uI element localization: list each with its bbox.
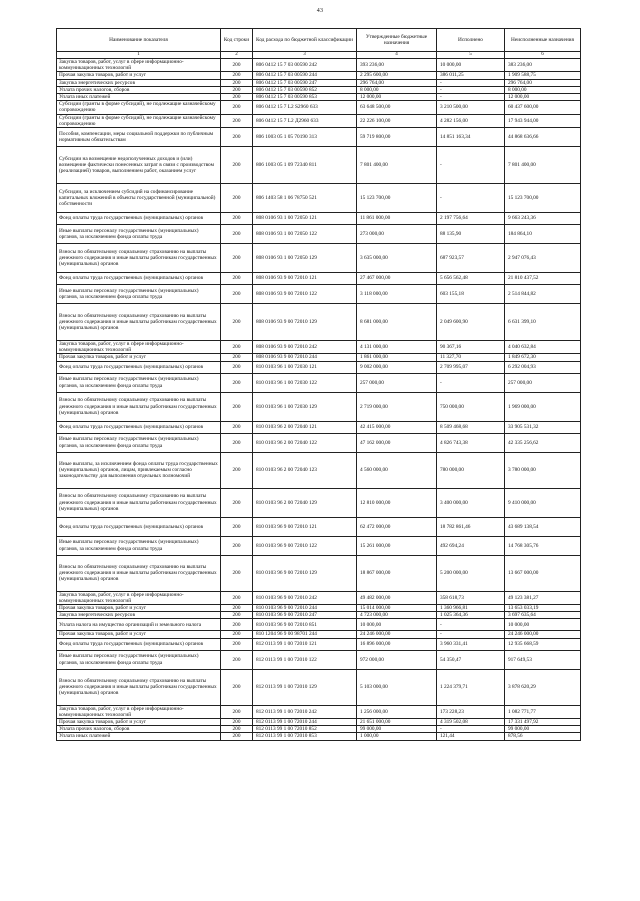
line-code-cell: 200 bbox=[221, 433, 253, 452]
table-row bbox=[57, 128, 581, 147]
indicator-name-cell: Субсидии (гранты в форме субсидий), не подлежащие казначейскому сопровождению bbox=[57, 114, 221, 127]
budget-code-cell: 810 0103 96 2 00 72040 122 bbox=[253, 433, 357, 452]
remaining-cell: 184 864,10 bbox=[505, 225, 581, 244]
remaining-cell: 4 040 632,84 bbox=[505, 341, 581, 354]
approved-cell: 273 000,00 bbox=[357, 225, 437, 244]
table-row bbox=[57, 101, 581, 114]
executed-cell: 687 923,57 bbox=[437, 244, 505, 273]
approved-cell: 63 648 500,00 bbox=[357, 101, 437, 114]
approved-cell: 22 226 100,00 bbox=[357, 114, 437, 127]
indicator-name-cell: Фонд оплаты труда государственных (муниципальных) органов bbox=[57, 273, 221, 285]
budget-code-cell: 812 0113 99 1 00 72010 852 bbox=[253, 726, 357, 733]
indicator-name-cell: Взносы по обязательному социальному страхованию на выплаты денежного содержания и иные выплаты работникам государственных (муниципальных) органов bbox=[57, 669, 221, 705]
line-code-cell: 200 bbox=[221, 612, 253, 619]
executed-cell: 780 000,00 bbox=[437, 452, 505, 488]
budget-code-cell: 810 0103 96 9 00 72010 851 bbox=[253, 619, 357, 631]
budget-code-cell: 810 0103 96 9 00 72010 247 bbox=[253, 612, 357, 619]
table-row bbox=[57, 86, 581, 93]
remaining-cell: 6 631 399,10 bbox=[505, 304, 581, 341]
remaining-cell: 1 082 771,77 bbox=[505, 705, 581, 718]
line-code-cell: 200 bbox=[221, 147, 253, 184]
remaining-cell: 49 123 381,27 bbox=[505, 591, 581, 604]
budget-code-cell: 810 0103 96 9 00 72010 242 bbox=[253, 591, 357, 604]
line-code-cell: 200 bbox=[221, 555, 253, 591]
column-index: 4 bbox=[357, 52, 437, 59]
executed-cell: - bbox=[437, 79, 505, 86]
executed-cell: 5 656 562,48 bbox=[437, 273, 505, 285]
line-code-cell: 200 bbox=[221, 591, 253, 604]
column-index: 5 bbox=[437, 52, 505, 59]
budget-code-cell: 812 0113 99 1 00 72010 129 bbox=[253, 669, 357, 705]
executed-cell: - bbox=[437, 147, 505, 184]
indicator-name-cell: Иные выплаты персоналу государственных (муниципальных) органов, за исключением фонда оплаты труда bbox=[57, 285, 221, 304]
approved-cell: 296 764,00 bbox=[357, 79, 437, 86]
executed-cell: 3 960 331,41 bbox=[437, 638, 505, 650]
budget-code-cell: 806 0412 15 7 03 00590 242 bbox=[253, 59, 357, 72]
remaining-cell: 2 514 844,82 bbox=[505, 285, 581, 304]
budget-code-cell: 810 1204 96 9 00 98701 244 bbox=[253, 631, 357, 638]
budget-code-cell: 810 0103 96 9 00 72010 122 bbox=[253, 536, 357, 555]
indicator-name-cell: Фонд оплаты труда государственных (муниципальных) органов bbox=[57, 421, 221, 433]
executed-cell: 173 228,23 bbox=[437, 705, 505, 718]
executed-cell: 2 709 995,07 bbox=[437, 361, 505, 373]
budget-code-cell: 810 0103 96 1 00 72030 121 bbox=[253, 361, 357, 373]
table-row bbox=[57, 669, 581, 705]
budget-code-cell: 812 0113 99 1 00 72010 242 bbox=[253, 705, 357, 718]
remaining-cell: 33 905 531,32 bbox=[505, 421, 581, 433]
line-code-cell: 200 bbox=[221, 114, 253, 127]
line-code-cell: 200 bbox=[221, 669, 253, 705]
approved-cell: 47 162 000,00 bbox=[357, 433, 437, 452]
remaining-cell: 3 780 000,00 bbox=[505, 452, 581, 488]
budget-code-cell: 808 0106 93 9 00 72010 122 bbox=[253, 285, 357, 304]
line-code-cell: 200 bbox=[221, 361, 253, 373]
approved-cell: 8 000,00 bbox=[357, 86, 437, 93]
executed-cell: 2 197 756,64 bbox=[437, 213, 505, 225]
line-code-cell: 200 bbox=[221, 184, 253, 213]
remaining-cell: 12 935 668,59 bbox=[505, 638, 581, 650]
budget-code-cell: 806 0412 15 7 03 00590 247 bbox=[253, 79, 357, 86]
remaining-cell: 383 236,00 bbox=[505, 59, 581, 72]
indicator-name-cell: Прочая закупка товаров, работ и услуг bbox=[57, 719, 221, 726]
line-code-cell: 200 bbox=[221, 726, 253, 733]
indicator-name-cell: Фонд оплаты труда государственных (муниципальных) органов bbox=[57, 213, 221, 225]
line-code-cell: 200 bbox=[221, 128, 253, 147]
executed-cell: - bbox=[437, 726, 505, 733]
budget-code-cell: 810 0103 96 9 00 72010 129 bbox=[253, 555, 357, 591]
line-code-cell: 200 bbox=[221, 225, 253, 244]
indicator-name-cell: Иные выплаты, за исключением фонда оплаты труда государственных (муниципальных) органов, лицам, привлекаемым согласно законодательству для выполнения отдельных полномочий bbox=[57, 452, 221, 488]
executed-cell: 750 000,00 bbox=[437, 392, 505, 421]
header-remaining: Неисполненные назначения bbox=[505, 29, 581, 52]
table-row bbox=[57, 273, 581, 285]
indicator-name-cell: Закупка товаров, работ, услуг в сфере информационно-коммуникационных технологий bbox=[57, 59, 221, 72]
remaining-cell: 1 849 672,30 bbox=[505, 354, 581, 361]
indicator-name-cell: Фонд оплаты труда государственных (муниципальных) органов bbox=[57, 638, 221, 650]
line-code-cell: 200 bbox=[221, 101, 253, 114]
approved-cell: 1 256 000,00 bbox=[357, 705, 437, 718]
indicator-name-cell: Прочая закупка товаров, работ и услуг bbox=[57, 354, 221, 361]
remaining-cell: 13 653 033,19 bbox=[505, 605, 581, 612]
budget-execution-table bbox=[56, 28, 581, 741]
line-code-cell: 200 bbox=[221, 719, 253, 726]
header-approved: Утвержденные бюджетные назначения bbox=[357, 29, 437, 52]
indicator-name-cell: Взносы по обязательному социальному страхованию на выплаты денежного содержания и иные выплаты работникам государственных (муниципальных) органов bbox=[57, 555, 221, 591]
budget-code-cell: 812 0113 99 1 00 72010 853 bbox=[253, 733, 357, 740]
table-row bbox=[57, 631, 581, 638]
remaining-cell: 1 909 588,75 bbox=[505, 72, 581, 79]
executed-cell: 492 694,24 bbox=[437, 536, 505, 555]
indicator-name-cell: Уплата прочих налогов, сборов bbox=[57, 726, 221, 733]
approved-cell: 972 000,00 bbox=[357, 650, 437, 669]
remaining-cell: 257 000,00 bbox=[505, 373, 581, 392]
approved-cell: 257 000,00 bbox=[357, 373, 437, 392]
budget-code-cell: 808 0106 93 9 00 72010 129 bbox=[253, 304, 357, 341]
executed-cell: 14 851 163,34 bbox=[437, 128, 505, 147]
approved-cell: 3 635 000,00 bbox=[357, 244, 437, 273]
line-code-cell: 200 bbox=[221, 79, 253, 86]
remaining-cell: 21 810 437,52 bbox=[505, 273, 581, 285]
indicator-name-cell: Уплата иных платежей bbox=[57, 733, 221, 740]
budget-code-cell: 806 0412 15 7 03 00590 852 bbox=[253, 86, 357, 93]
indicator-name-cell: Иные выплаты персоналу государственных (муниципальных) органов, за исключением фонда оплаты труда bbox=[57, 225, 221, 244]
executed-cell: 4 319 502,08 bbox=[437, 719, 505, 726]
table-row bbox=[57, 392, 581, 421]
remaining-cell: 42 335 256,62 bbox=[505, 433, 581, 452]
indicator-name-cell: Взносы по обязательному социальному страхованию на выплаты денежного содержания и иные выплаты работникам государственных (муниципальных) органов bbox=[57, 244, 221, 273]
line-code-cell: 200 bbox=[221, 452, 253, 488]
budget-code-cell: 806 0412 15 7 L2 S2960 633 bbox=[253, 101, 357, 114]
budget-code-cell: 810 0103 96 2 00 72040 123 bbox=[253, 452, 357, 488]
approved-cell: 12 000,00 bbox=[357, 94, 437, 101]
approved-cell: 27 467 000,00 bbox=[357, 273, 437, 285]
line-code-cell: 200 bbox=[221, 488, 253, 517]
approved-cell: 18 867 000,00 bbox=[357, 555, 437, 591]
budget-code-cell: 806 1403 58 1 06 78750 521 bbox=[253, 184, 357, 213]
line-code-cell: 200 bbox=[221, 605, 253, 612]
column-index: 3 bbox=[253, 52, 357, 59]
table-row bbox=[57, 638, 581, 650]
executed-cell: 8 509 468,68 bbox=[437, 421, 505, 433]
approved-cell: 15 014 000,00 bbox=[357, 605, 437, 612]
line-code-cell: 200 bbox=[221, 517, 253, 536]
header-budget-code: Код расхода по бюджетной классификации bbox=[253, 29, 357, 52]
budget-code-cell: 808 0106 93 1 00 72050 121 bbox=[253, 213, 357, 225]
approved-cell: 4 560 000,00 bbox=[357, 452, 437, 488]
table-row bbox=[57, 619, 581, 631]
table-row bbox=[57, 304, 581, 341]
line-code-cell: 200 bbox=[221, 631, 253, 638]
executed-cell: 1 025 364,36 bbox=[437, 612, 505, 619]
budget-code-cell: 806 0412 15 7 03 00590 244 bbox=[253, 72, 357, 79]
remaining-cell: 17 331 497,92 bbox=[505, 719, 581, 726]
line-code-cell: 200 bbox=[221, 638, 253, 650]
budget-code-cell: 808 0106 93 1 00 72050 129 bbox=[253, 244, 357, 273]
table-row bbox=[57, 612, 581, 619]
line-code-cell: 200 bbox=[221, 536, 253, 555]
approved-cell: 8 681 000,00 bbox=[357, 304, 437, 341]
remaining-cell: 60 437 600,00 bbox=[505, 101, 581, 114]
remaining-cell: 3 878 620,29 bbox=[505, 669, 581, 705]
approved-cell: 24 246 000,00 bbox=[357, 631, 437, 638]
approved-cell: 16 896 000,00 bbox=[357, 638, 437, 650]
indicator-name-cell: Иные выплаты персоналу государственных (муниципальных) органов, за исключением фонда оплаты труда bbox=[57, 650, 221, 669]
approved-cell: 1 861 000,00 bbox=[357, 354, 437, 361]
budget-code-cell: 810 0103 96 9 00 72010 244 bbox=[253, 605, 357, 612]
table-row bbox=[57, 536, 581, 555]
budget-code-cell: 806 0412 15 7 L2 Д2960 633 bbox=[253, 114, 357, 127]
approved-cell: 3 118 000,00 bbox=[357, 285, 437, 304]
remaining-cell: 13 667 000,00 bbox=[505, 555, 581, 591]
executed-cell: - bbox=[437, 184, 505, 213]
remaining-cell: 9 410 000,00 bbox=[505, 488, 581, 517]
indicator-name-cell: Закупка товаров, работ, услуг в сфере информационно-коммуникационных технологий bbox=[57, 341, 221, 354]
line-code-cell: 200 bbox=[221, 373, 253, 392]
remaining-cell: 917 649,53 bbox=[505, 650, 581, 669]
approved-cell: 4 131 000,00 bbox=[357, 341, 437, 354]
column-index: 6 bbox=[505, 52, 581, 59]
approved-cell: 12 810 000,00 bbox=[357, 488, 437, 517]
executed-cell: 1 224 379,71 bbox=[437, 669, 505, 705]
executed-cell: 11 327,70 bbox=[437, 354, 505, 361]
remaining-cell: 3 697 635,64 bbox=[505, 612, 581, 619]
remaining-cell: 2 947 076,43 bbox=[505, 244, 581, 273]
executed-cell: 358 618,73 bbox=[437, 591, 505, 604]
approved-cell: 15 261 000,00 bbox=[357, 536, 437, 555]
line-code-cell: 200 bbox=[221, 72, 253, 79]
remaining-cell: 878,56 bbox=[505, 733, 581, 740]
remaining-cell: 43 689 138,54 bbox=[505, 517, 581, 536]
budget-code-cell: 808 0106 93 9 00 72010 242 bbox=[253, 341, 357, 354]
remaining-cell: 10 000,00 bbox=[505, 619, 581, 631]
line-code-cell: 200 bbox=[221, 354, 253, 361]
executed-cell: - bbox=[437, 631, 505, 638]
line-code-cell: 200 bbox=[221, 304, 253, 341]
executed-cell: 88 135,90 bbox=[437, 225, 505, 244]
table-row bbox=[57, 517, 581, 536]
table-body bbox=[57, 59, 581, 741]
budget-code-cell: 810 0103 96 1 00 72030 129 bbox=[253, 392, 357, 421]
remaining-cell: 9 663 243,36 bbox=[505, 213, 581, 225]
budget-code-cell: 808 0106 93 9 00 72010 244 bbox=[253, 354, 357, 361]
table-row bbox=[57, 341, 581, 354]
indicator-name-cell: Уплата прочих налогов, сборов bbox=[57, 86, 221, 93]
indicator-name-cell: Фонд оплаты труда государственных (муниципальных) органов bbox=[57, 517, 221, 536]
approved-cell: 2 719 000,00 bbox=[357, 392, 437, 421]
indicator-name-cell: Субсидии, за исключением субсидий на софинансирование капитальных вложений в объекты государственной (муниципальной) собственности bbox=[57, 184, 221, 213]
executed-cell: 1 360 966,81 bbox=[437, 605, 505, 612]
table-row bbox=[57, 452, 581, 488]
remaining-cell: 7 801 400,00 bbox=[505, 147, 581, 184]
indicator-name-cell: Прочая закупка товаров, работ и услуг bbox=[57, 72, 221, 79]
budget-code-cell: 808 0106 93 1 00 72050 122 bbox=[253, 225, 357, 244]
table-row bbox=[57, 184, 581, 213]
indicator-name-cell: Прочая закупка товаров, работ и услуг bbox=[57, 605, 221, 612]
table-row bbox=[57, 361, 581, 373]
header-indicator-name: Наименование показателя bbox=[57, 29, 221, 52]
budget-code-cell: 812 0113 99 1 00 72010 121 bbox=[253, 638, 357, 650]
indicator-name-cell: Фонд оплаты труда государственных (муниципальных) органов bbox=[57, 361, 221, 373]
approved-cell: 9 002 000,00 bbox=[357, 361, 437, 373]
indicator-name-cell: Взносы по обязательному социальному страхованию на выплаты денежного содержания и иные выплаты работникам государственных (муниципальных) органов bbox=[57, 392, 221, 421]
approved-cell: 7 801 400,00 bbox=[357, 147, 437, 184]
approved-cell: 59 719 800,00 bbox=[357, 128, 437, 147]
approved-cell: 15 123 700,00 bbox=[357, 184, 437, 213]
table-row bbox=[57, 433, 581, 452]
budget-code-cell: 810 0103 96 2 00 72040 121 bbox=[253, 421, 357, 433]
remaining-cell: 6 292 004,93 bbox=[505, 361, 581, 373]
table-row bbox=[57, 650, 581, 669]
table-row bbox=[57, 719, 581, 726]
remaining-cell: 15 123 700,00 bbox=[505, 184, 581, 213]
executed-cell: 3 400 000,00 bbox=[437, 488, 505, 517]
line-code-cell: 200 bbox=[221, 392, 253, 421]
line-code-cell: 200 bbox=[221, 285, 253, 304]
table-row bbox=[57, 733, 581, 740]
indicator-name-cell: Иные выплаты персоналу государственных (муниципальных) органов, за исключением фонда оплаты труда bbox=[57, 373, 221, 392]
approved-cell: 62 472 000,00 bbox=[357, 517, 437, 536]
executed-cell: - bbox=[437, 373, 505, 392]
table-row bbox=[57, 591, 581, 604]
line-code-cell: 200 bbox=[221, 59, 253, 72]
indicator-name-cell: Закупка энергетических ресурсов bbox=[57, 79, 221, 86]
line-code-cell: 200 bbox=[221, 244, 253, 273]
line-code-cell: 200 bbox=[221, 733, 253, 740]
page-number: 43 bbox=[316, 8, 324, 14]
executed-cell: 5 200 000,00 bbox=[437, 555, 505, 591]
executed-cell: 4 826 743,38 bbox=[437, 433, 505, 452]
budget-code-cell: 808 0106 93 9 00 72010 121 bbox=[253, 273, 357, 285]
executed-cell: - bbox=[437, 619, 505, 631]
approved-cell: 4 723 000,00 bbox=[357, 612, 437, 619]
remaining-cell: 8 000,00 bbox=[505, 86, 581, 93]
header-executed: Исполнено bbox=[437, 29, 505, 52]
approved-cell: 49 482 000,00 bbox=[357, 591, 437, 604]
line-code-cell: 200 bbox=[221, 341, 253, 354]
remaining-cell: 12 000,00 bbox=[505, 94, 581, 101]
approved-cell: 2 295 600,00 bbox=[357, 72, 437, 79]
remaining-cell: 14 768 305,76 bbox=[505, 536, 581, 555]
table-row bbox=[57, 147, 581, 184]
line-code-cell: 200 bbox=[221, 94, 253, 101]
remaining-cell: 24 246 000,00 bbox=[505, 631, 581, 638]
remaining-cell: 17 943 944,00 bbox=[505, 114, 581, 127]
indicator-name-cell: Взносы по обязательному социальному страхованию на выплаты денежного содержания и иные выплаты работникам государственных (муниципальных) органов bbox=[57, 488, 221, 517]
table-row bbox=[57, 79, 581, 86]
table-row bbox=[57, 59, 581, 72]
indicator-name-cell: Закупка энергетических ресурсов bbox=[57, 612, 221, 619]
line-code-cell: 200 bbox=[221, 705, 253, 718]
column-index: 1 bbox=[57, 52, 221, 59]
budget-code-cell: 810 0103 96 2 00 72040 129 bbox=[253, 488, 357, 517]
table-row bbox=[57, 94, 581, 101]
budget-code-cell: 806 1003 05 1 05 70190 313 bbox=[253, 128, 357, 147]
indicator-name-cell: Иные выплаты персоналу государственных (муниципальных) органов, за исключением фонда оплаты труда bbox=[57, 433, 221, 452]
budget-code-cell: 810 0103 96 1 00 72030 122 bbox=[253, 373, 357, 392]
indicator-name-cell: Закупка товаров, работ, услуг в сфере информационно-коммуникационных технологий bbox=[57, 591, 221, 604]
indicator-name-cell: Уплата налога на имущество организаций и земельного налога bbox=[57, 619, 221, 631]
line-code-cell: 200 bbox=[221, 421, 253, 433]
indicator-name-cell: Иные выплаты персоналу государственных (муниципальных) органов, за исключением фонда оплаты труда bbox=[57, 536, 221, 555]
table-row bbox=[57, 726, 581, 733]
table-row bbox=[57, 354, 581, 361]
executed-cell: 54 350,47 bbox=[437, 650, 505, 669]
approved-cell: 10 000,00 bbox=[357, 619, 437, 631]
table-row bbox=[57, 244, 581, 273]
executed-cell: 386 011,25 bbox=[437, 72, 505, 79]
executed-cell: - bbox=[437, 86, 505, 93]
table-row bbox=[57, 114, 581, 127]
approved-cell: 99 000,00 bbox=[357, 726, 437, 733]
budget-code-cell: 810 0103 96 9 00 72010 121 bbox=[253, 517, 357, 536]
approved-cell: 21 651 000,00 bbox=[357, 719, 437, 726]
remaining-cell: 296 764,00 bbox=[505, 79, 581, 86]
indicator-name-cell: Пособия, компенсации, меры социальной поддержки по публичным нормативным обязательствам bbox=[57, 128, 221, 147]
table-row bbox=[57, 72, 581, 79]
approved-cell: 11 861 000,00 bbox=[357, 213, 437, 225]
budget-code-cell: 812 0113 99 1 00 72010 244 bbox=[253, 719, 357, 726]
approved-cell: 1 000,00 bbox=[357, 733, 437, 740]
budget-code-cell: 812 0113 99 1 00 72010 122 bbox=[253, 650, 357, 669]
table-row bbox=[57, 705, 581, 718]
budget-code-cell: 806 1003 05 1 09 72340 811 bbox=[253, 147, 357, 184]
budget-code-cell: 806 0412 15 7 03 00590 853 bbox=[253, 94, 357, 101]
executed-cell: 4 282 156,00 bbox=[437, 114, 505, 127]
approved-cell: 5 103 000,00 bbox=[357, 669, 437, 705]
executed-cell: 603 155,18 bbox=[437, 285, 505, 304]
table-row bbox=[57, 225, 581, 244]
executed-cell: 2 049 600,90 bbox=[437, 304, 505, 341]
table-row bbox=[57, 488, 581, 517]
indicator-name-cell: Субсидии на возмещение недополученных доходов и (или) возмещение фактически понесенных затрат в связи с производством (реализацией) товаров, выполнением работ, оказанием услуг bbox=[57, 147, 221, 184]
executed-cell: - bbox=[437, 94, 505, 101]
executed-cell: 121,44 bbox=[437, 733, 505, 740]
table-row bbox=[57, 373, 581, 392]
indicator-name-cell: Уплата иных платежей bbox=[57, 94, 221, 101]
line-code-cell: 200 bbox=[221, 619, 253, 631]
executed-cell: 3 210 500,00 bbox=[437, 101, 505, 114]
remaining-cell: 1 969 000,00 bbox=[505, 392, 581, 421]
table-row bbox=[57, 555, 581, 591]
table-row bbox=[57, 421, 581, 433]
executed-cell: 18 782 861,46 bbox=[437, 517, 505, 536]
column-index-row bbox=[57, 52, 581, 59]
column-index: 2 bbox=[221, 52, 253, 59]
remaining-cell: 99 000,00 bbox=[505, 726, 581, 733]
table-row bbox=[57, 213, 581, 225]
header-row bbox=[57, 29, 581, 52]
table-row bbox=[57, 605, 581, 612]
line-code-cell: 200 bbox=[221, 86, 253, 93]
indicator-name-cell: Прочая закупка товаров, работ и услуг bbox=[57, 631, 221, 638]
table-row bbox=[57, 285, 581, 304]
indicator-name-cell: Закупка товаров, работ, услуг в сфере информационно-коммуникационных технологий bbox=[57, 705, 221, 718]
executed-cell: 10 000,00 bbox=[437, 59, 505, 72]
remaining-cell: 44 868 636,66 bbox=[505, 128, 581, 147]
indicator-name-cell: Субсидии (гранты в форме субсидий), не подлежащие казначейскому сопровождению bbox=[57, 101, 221, 114]
line-code-cell: 200 bbox=[221, 650, 253, 669]
line-code-cell: 200 bbox=[221, 213, 253, 225]
line-code-cell: 200 bbox=[221, 273, 253, 285]
executed-cell: 90 367,16 bbox=[437, 341, 505, 354]
approved-cell: 42 415 000,00 bbox=[357, 421, 437, 433]
approved-cell: 393 236,00 bbox=[357, 59, 437, 72]
indicator-name-cell: Взносы по обязательному социальному страхованию на выплаты денежного содержания и иные выплаты работникам государственных (муниципальных) органов bbox=[57, 304, 221, 341]
header-line-code: Код строки bbox=[221, 29, 253, 52]
